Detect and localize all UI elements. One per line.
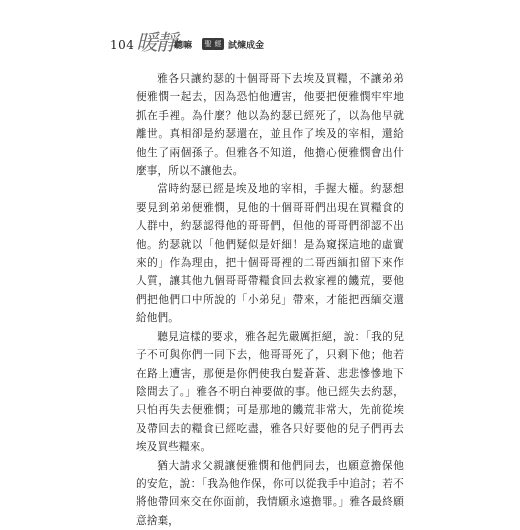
- series-logo: [136, 26, 265, 56]
- paragraph: 雅各只讓約瑟的十個哥哥下去埃及買糧，不讓弟弟便雅憫一起去，因為恐怕他遭害，他要把便雅憫牢牢地抓在手裡。為什麼？他以為約瑟已經死了，以為他早就離世。真相卻是約瑟還在，並且作了埃及的宰相，還給他生了兩個孫子。但雅各不知道，他擔心便雅憫會出什麼事，所以不讓他去。: [136, 73, 404, 178]
- logo-main-text: 暖靜: [136, 31, 177, 56]
- series-title: 試煉成金: [228, 41, 265, 51]
- paragraph: 聽見這樣的要求，雅各起先嚴厲拒絕，說：「我的兒子不可與你們一同下去，他哥哥死了，只剩下他；他若在路上遭害，那便是你們使我白髮蒼蒼、悲悲慘慘地下陰間去了。」雅各不明白神要做的事。他已經失去約瑟，只怕再失去便雅憫；可是那地的饑荒非常大，先前從埃及帶回去的糧食已經吃盡，雅各只好要他的兒子們再去埃及買些糧來。: [136, 330, 404, 454]
- paragraph: 當時約瑟已經是埃及地的宰相，手握大權。約瑟想要見到弟弟便雅憫，見他的十個哥哥們出現在買糧食的人群中，約瑟認得他的哥哥們，但他的哥哥們卻認不出他。約瑟就以「他們疑似是奸細！是為窺探這地的虛實來的」作為理由，把十個哥哥裡的二哥西緬扣留下來作人質，讓其他九個哥哥帶糧食回去救家裡的饑荒，要他們把他們口中所說的「小弟兒」帶來，才能把西緬交還給他們。: [136, 183, 404, 325]
- series-badge-1: 聖: [202, 38, 214, 50]
- series-badge-2: 經: [212, 38, 224, 50]
- page-number: 104: [110, 38, 135, 52]
- logo-sub-text: 聽嘛: [174, 41, 193, 51]
- paragraph: 猶大請求父親讓便雅憫和他們同去，也願意擔保他的安危，說：「我為他作保，你可以從我手中追討；若不將他帶回來交在你面前，我情願永遠擔罪。」雅各最終願意捨棄，: [136, 459, 404, 527]
- body-text: [136, 70, 404, 530]
